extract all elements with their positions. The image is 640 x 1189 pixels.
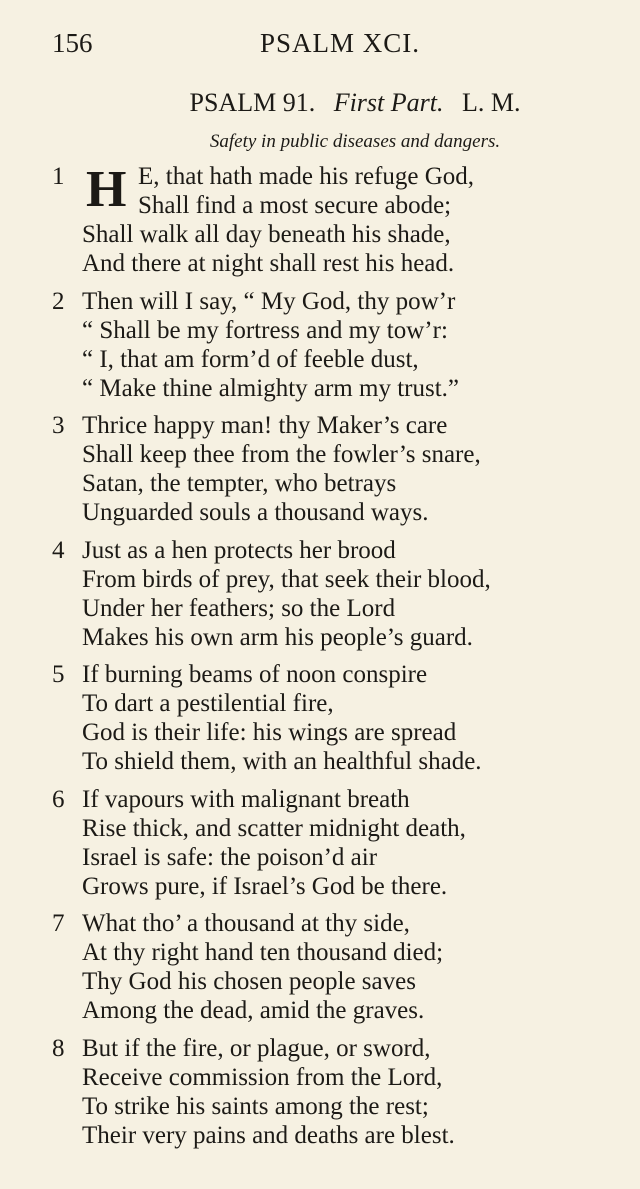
verse-line: Israel is safe: the poison’d air (82, 843, 378, 871)
verse-line: But if the fire, or plague, or sword, (82, 1034, 431, 1062)
running-head (52, 28, 588, 64)
stanza (52, 536, 612, 652)
stanza (52, 909, 612, 1025)
stanza-list (52, 162, 612, 1158)
stanza (52, 162, 612, 278)
verse-line: From birds of prey, that seek their blood, (82, 565, 491, 593)
verse-line: To strike his saints among the rest; (82, 1092, 429, 1120)
psalm-part: First Part. (333, 88, 444, 117)
page-number: 156 (52, 28, 93, 58)
psalm-title: PSALM 91. (189, 88, 316, 117)
stanza (52, 785, 612, 901)
verse-line: At thy right hand ten thousand died; (82, 939, 444, 966)
verse-line: Under her feathers; so the Lord (82, 594, 396, 622)
psalm-meter: L. M. (462, 88, 521, 117)
verse-line: Then will I say, “ My God, thy pow’r (82, 287, 456, 315)
psalm-heading (0, 88, 640, 118)
stanza (52, 411, 612, 527)
verse-line: Rise thick, and scatter midnight death, (82, 814, 466, 842)
stanza (52, 287, 612, 403)
verse-line: If vapours with malignant breath (82, 785, 410, 813)
verse-line: Their very pains and deaths are blest. (82, 1121, 455, 1149)
verse-line: What tho’ a thousand at thy side, (82, 910, 410, 937)
verse-line: Grows pure, if Israel’s God be there. (82, 872, 448, 900)
stanza-number: 4 (52, 536, 65, 564)
verse-line: “ I, that am form’d of feeble dust, (82, 345, 419, 373)
verse-line: God is their life: his wings are spread (82, 719, 457, 746)
stanza (52, 1034, 612, 1150)
verse-line: Thy God his chosen people saves (82, 968, 416, 995)
stanza-number: 1 (52, 163, 65, 190)
verse-line: Unguarded souls a thousand ways. (82, 499, 429, 526)
stanza-number: 2 (52, 287, 65, 315)
verse-line: Thrice happy man! thy Maker’s care (82, 412, 448, 439)
stanza-number: 8 (52, 1034, 65, 1062)
stanza-number: 5 (52, 661, 65, 688)
verse-line: Shall find a most secure abode; (138, 192, 452, 219)
verse-line: E, that hath made his refuge God, (138, 163, 475, 190)
verse-line: Shall walk all day beneath his shade, (82, 221, 451, 248)
running-title: PSALM XCI. (259, 28, 421, 58)
verse-line: Receive commission from the Lord, (82, 1063, 443, 1091)
verse-line: To dart a pestilential fire, (82, 690, 334, 717)
psalm-subtitle: Safety in public diseases and dangers. (209, 131, 501, 152)
stanza-number: 3 (52, 412, 65, 439)
verse-line: To shield them, with an healthful shade. (82, 748, 482, 775)
stanza-number: 6 (52, 785, 65, 813)
stanza (52, 660, 612, 776)
verse-line: “ Shall be my fortress and my tow’r: (82, 316, 448, 344)
verse-line: Shall keep thee from the fowler’s snare, (82, 441, 481, 468)
verse-line: Makes his own arm his people’s guard. (82, 623, 473, 651)
verse-line: “ Make thine almighty arm my trust.” (82, 374, 459, 402)
verse-line: And there at night shall rest his head. (82, 250, 455, 277)
verse-line: If burning beams of noon conspire (82, 661, 428, 688)
verse-line: Among the dead, amid the graves. (82, 997, 425, 1024)
verse-line: Just as a hen protects her brood (82, 536, 396, 564)
stanza-number: 7 (52, 910, 65, 937)
verse-line: Satan, the tempter, who betrays (82, 470, 397, 497)
drop-cap: H (86, 161, 127, 218)
